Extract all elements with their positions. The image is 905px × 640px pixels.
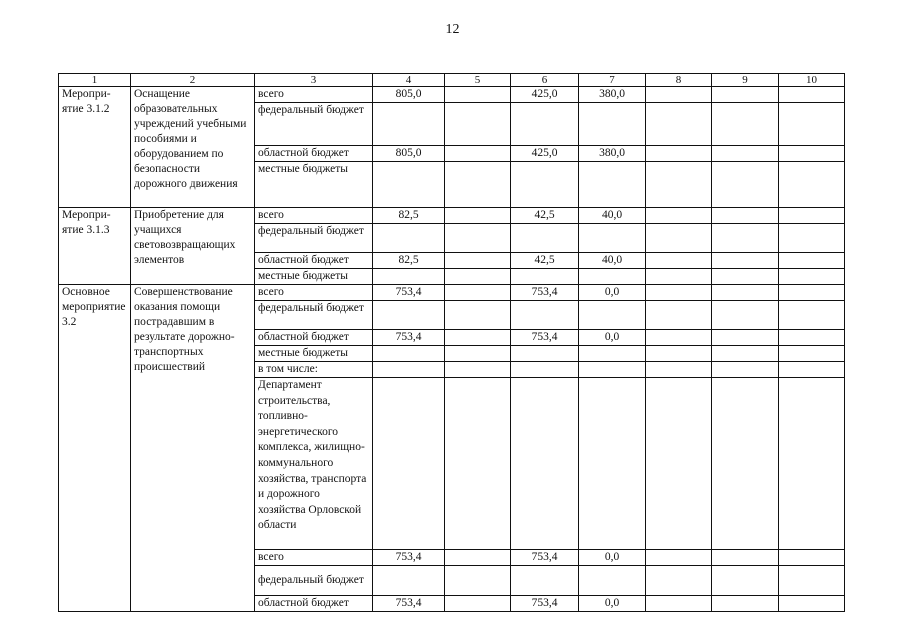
value-cell: 42,5 [511, 253, 579, 269]
row-label: областной бюджет [255, 330, 373, 346]
value-cell [373, 346, 445, 362]
empty-cell [646, 566, 712, 596]
value-cell [445, 596, 511, 612]
budget-table [58, 73, 845, 612]
value-cell [511, 269, 579, 285]
activity-name: Приобретение для учащихся световозвращающих элементов [131, 208, 255, 285]
value-cell: 0,0 [579, 596, 646, 612]
table-row [59, 87, 845, 103]
value-cell [579, 362, 646, 378]
value-cell [445, 346, 511, 362]
value-cell: 753,4 [373, 596, 445, 612]
empty-cell [712, 146, 779, 162]
value-cell [373, 362, 445, 378]
value-cell: 0,0 [579, 550, 646, 566]
value-cell [579, 566, 646, 596]
table-row [59, 285, 845, 301]
value-cell [445, 162, 511, 208]
row-label: местные бюджеты [255, 269, 373, 285]
value-cell [445, 285, 511, 301]
empty-cell [646, 301, 712, 330]
value-cell: 753,4 [511, 550, 579, 566]
value-cell [445, 87, 511, 103]
empty-cell [712, 103, 779, 146]
empty-cell [712, 362, 779, 378]
empty-cell [646, 362, 712, 378]
value-cell: 0,0 [579, 330, 646, 346]
value-cell [373, 378, 445, 550]
value-cell [445, 362, 511, 378]
empty-cell [712, 330, 779, 346]
header-cell: 1 [59, 74, 131, 87]
empty-cell [779, 146, 845, 162]
empty-cell [646, 146, 712, 162]
value-cell: 753,4 [511, 330, 579, 346]
value-cell: 425,0 [511, 87, 579, 103]
header-cell: 2 [131, 74, 255, 87]
header-cell: 7 [579, 74, 646, 87]
value-cell: 42,5 [511, 208, 579, 224]
value-cell [511, 301, 579, 330]
value-cell [511, 378, 579, 550]
value-cell: 82,5 [373, 208, 445, 224]
empty-cell [779, 285, 845, 301]
row-label: федеральный бюджет [255, 224, 373, 253]
activity-code: Меропри-ятие 3.1.3 [59, 208, 131, 285]
empty-cell [646, 330, 712, 346]
value-cell [579, 224, 646, 253]
empty-cell [712, 162, 779, 208]
value-cell [511, 162, 579, 208]
empty-cell [779, 596, 845, 612]
value-cell [373, 269, 445, 285]
header-cell: 4 [373, 74, 445, 87]
header-cell: 6 [511, 74, 579, 87]
header-cell: 10 [779, 74, 845, 87]
value-cell [445, 269, 511, 285]
activity-name: Совершенствование оказания помощи пострадавшим в результате дорожно-транспортных происшествий [131, 285, 255, 612]
empty-cell [712, 566, 779, 596]
empty-cell [779, 301, 845, 330]
value-cell [579, 378, 646, 550]
value-cell [511, 566, 579, 596]
page-number: 12 [445, 22, 460, 37]
activity-name: Оснащение образовательных учреждений учебными пособиями и оборудованием по безопасности дорожного движения [131, 87, 255, 208]
row-label: федеральный бюджет [255, 301, 373, 330]
header-cell: 9 [712, 74, 779, 87]
row-label: областной бюджет [255, 146, 373, 162]
value-cell [511, 103, 579, 146]
value-cell: 753,4 [511, 596, 579, 612]
value-cell [373, 566, 445, 596]
empty-cell [779, 253, 845, 269]
empty-cell [646, 162, 712, 208]
empty-cell [646, 224, 712, 253]
empty-cell [646, 285, 712, 301]
value-cell: 380,0 [579, 146, 646, 162]
row-label: в том числе: [255, 362, 373, 378]
value-cell [579, 162, 646, 208]
empty-cell [779, 378, 845, 550]
value-cell [579, 103, 646, 146]
value-cell: 753,4 [511, 285, 579, 301]
empty-cell [779, 550, 845, 566]
header-row [59, 74, 845, 87]
empty-cell [712, 269, 779, 285]
row-label: областной бюджет [255, 253, 373, 269]
row-label: областной бюджет [255, 596, 373, 612]
empty-cell [712, 550, 779, 566]
empty-cell [712, 87, 779, 103]
value-cell: 40,0 [579, 253, 646, 269]
empty-cell [712, 285, 779, 301]
empty-cell [779, 224, 845, 253]
empty-cell [646, 550, 712, 566]
value-cell [445, 378, 511, 550]
value-cell [445, 208, 511, 224]
value-cell: 380,0 [579, 87, 646, 103]
value-cell [511, 224, 579, 253]
empty-cell [646, 269, 712, 285]
empty-cell [779, 162, 845, 208]
header-cell: 3 [255, 74, 373, 87]
row-label: федеральный бюджет [255, 566, 373, 596]
empty-cell [646, 596, 712, 612]
value-cell [373, 162, 445, 208]
empty-cell [712, 224, 779, 253]
empty-cell [712, 208, 779, 224]
value-cell: 805,0 [373, 87, 445, 103]
empty-cell [712, 253, 779, 269]
value-cell [445, 566, 511, 596]
activity-code: Меропри-ятие 3.1.2 [59, 87, 131, 208]
table-row [59, 208, 845, 224]
empty-cell [646, 378, 712, 550]
empty-cell [779, 87, 845, 103]
empty-cell [779, 330, 845, 346]
empty-cell [712, 346, 779, 362]
row-label: всего [255, 285, 373, 301]
value-cell [445, 146, 511, 162]
value-cell [579, 269, 646, 285]
value-cell: 805,0 [373, 146, 445, 162]
value-cell [445, 224, 511, 253]
value-cell [579, 301, 646, 330]
value-cell [511, 362, 579, 378]
value-cell: 753,4 [373, 330, 445, 346]
empty-cell [646, 208, 712, 224]
empty-cell [779, 103, 845, 146]
empty-cell [646, 87, 712, 103]
activity-code: Основное мероприятие 3.2 [59, 285, 131, 612]
empty-cell [779, 346, 845, 362]
empty-cell [712, 596, 779, 612]
empty-cell [712, 378, 779, 550]
header-cell: 8 [646, 74, 712, 87]
row-label: всего [255, 87, 373, 103]
empty-cell [779, 269, 845, 285]
value-cell [511, 346, 579, 362]
header-cell: 5 [445, 74, 511, 87]
value-cell [373, 301, 445, 330]
row-label: всего [255, 208, 373, 224]
row-label: всего [255, 550, 373, 566]
empty-cell [646, 103, 712, 146]
row-label: местные бюджеты [255, 346, 373, 362]
value-cell: 82,5 [373, 253, 445, 269]
value-cell: 753,4 [373, 550, 445, 566]
value-cell [373, 224, 445, 253]
empty-cell [646, 346, 712, 362]
value-cell: 425,0 [511, 146, 579, 162]
value-cell: 753,4 [373, 285, 445, 301]
value-cell: 0,0 [579, 285, 646, 301]
row-label: Департамент строительства, топливно-энергетического комплекса, жилищно-коммунального хозяйства, транспорта и дорожного хозяйства Орловской области [255, 378, 373, 550]
row-label: местные бюджеты [255, 162, 373, 208]
empty-cell [779, 362, 845, 378]
value-cell [579, 346, 646, 362]
value-cell [373, 103, 445, 146]
value-cell [445, 330, 511, 346]
value-cell: 40,0 [579, 208, 646, 224]
value-cell [445, 550, 511, 566]
empty-cell [779, 208, 845, 224]
row-label: федеральный бюджет [255, 103, 373, 146]
empty-cell [712, 301, 779, 330]
value-cell [445, 253, 511, 269]
empty-cell [779, 566, 845, 596]
value-cell [445, 103, 511, 146]
empty-cell [646, 253, 712, 269]
value-cell [445, 301, 511, 330]
